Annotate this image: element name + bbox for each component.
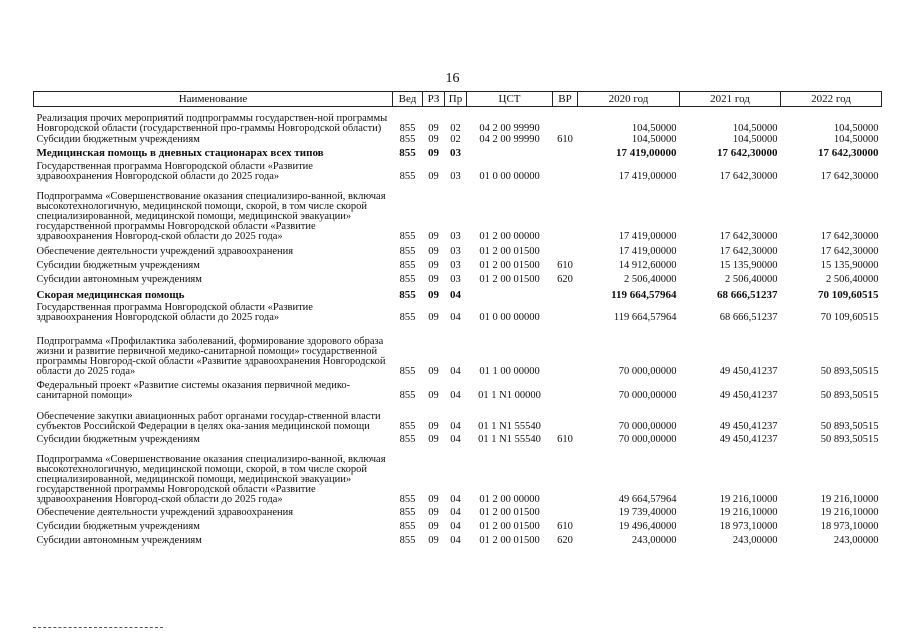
table-row bbox=[34, 285, 882, 300]
row-name: Обеспечение деятельности учреждений здравоохранения bbox=[36, 506, 294, 518]
header-2021: 2021 год bbox=[680, 92, 781, 107]
row-value-2022: 18 973,10000 bbox=[820, 520, 879, 532]
row-cst: 01 2 00 01500 bbox=[479, 506, 540, 518]
row-pr: 04 bbox=[450, 433, 461, 445]
row-pr: 03 bbox=[450, 146, 461, 159]
row-pr: 03 bbox=[450, 259, 461, 271]
row-name: Подпрограмма «Совершенствование оказания специализиро-ванной, включая высокотехнологичную, медицинской помощи, скорой, в том числе скорой специализированной, медицинской помощи, медицинской эвакуации» государственной программы Новгородской области «Развитие здравоохранения Новгород-ской области до 2025 года» bbox=[36, 190, 386, 242]
row-name: Субсидии бюджетным учреждениям bbox=[36, 259, 200, 271]
row-pr: 03 bbox=[450, 230, 461, 242]
row-rz: 09 bbox=[428, 506, 439, 518]
table-row bbox=[34, 257, 882, 271]
page-number: 16 bbox=[445, 71, 460, 86]
row-name: Скорая медицинская помощь bbox=[36, 288, 185, 301]
row-value-2020: 119 664,57964 bbox=[613, 311, 677, 323]
row-ved: 855 bbox=[399, 245, 416, 257]
row-value-2021: 17 642,30000 bbox=[717, 146, 778, 159]
row-value-2022: 19 216,10000 bbox=[820, 493, 879, 505]
row-vr: 610 bbox=[557, 520, 573, 532]
row-value-2020: 70 000,00000 bbox=[618, 433, 677, 445]
row-value-2021: 15 135,90000 bbox=[719, 259, 778, 271]
row-ved: 855 bbox=[399, 534, 416, 546]
table-row bbox=[34, 134, 882, 145]
row-pr: 02 bbox=[450, 122, 461, 134]
row-value-2022: 243,00000 bbox=[833, 534, 879, 546]
row-rz: 09 bbox=[428, 259, 439, 271]
table-body bbox=[34, 107, 882, 546]
row-name: Субсидии бюджетным учреждениям bbox=[36, 433, 200, 445]
row-rz: 09 bbox=[428, 520, 439, 532]
table-row bbox=[34, 518, 882, 532]
table-row bbox=[34, 505, 882, 518]
table-row bbox=[34, 182, 882, 242]
row-name: Подпрограмма «Совершенствование оказания специализиро-ванной, включая высокотехнологичную, медицинской помощи, скорой, в том числе скорой специализированной, медицинской помощи, медицинской эвакуации» государственной программы Новгородской области «Развитие здравоохранения Новгород-ской области до 2025 года» bbox=[36, 453, 386, 505]
row-pr: 03 bbox=[450, 273, 461, 285]
row-cst: 01 1 00 00000 bbox=[479, 365, 540, 377]
row-ved: 855 bbox=[399, 122, 416, 134]
row-value-2022: 2 506,40000 bbox=[826, 273, 879, 285]
row-vr: 610 bbox=[557, 259, 573, 271]
row-value-2022: 17 642,30000 bbox=[818, 146, 879, 159]
row-ved: 855 bbox=[399, 365, 416, 377]
table-header-row bbox=[34, 92, 882, 107]
row-ved: 855 bbox=[399, 259, 416, 271]
row-ved: 855 bbox=[399, 493, 416, 505]
budget-table bbox=[33, 91, 882, 546]
row-value-2020: 119 664,57964 bbox=[611, 288, 677, 301]
header-vr: ВР bbox=[553, 92, 578, 107]
row-value-2021: 19 216,10000 bbox=[719, 493, 778, 505]
row-ved: 855 bbox=[399, 273, 416, 285]
row-rz: 09 bbox=[428, 534, 439, 546]
row-value-2020: 17 419,00000 bbox=[618, 245, 677, 257]
row-rz: 09 bbox=[428, 146, 439, 159]
row-name: Медицинская помощь в дневных стационарах всех типов bbox=[36, 146, 324, 159]
row-name: Субсидии бюджетным учреждениям bbox=[36, 520, 200, 532]
row-cst: 01 2 00 01500 bbox=[479, 520, 540, 532]
row-value-2020: 70 000,00000 bbox=[618, 389, 677, 401]
row-name: Субсидии бюджетным учреждениям bbox=[36, 133, 200, 145]
row-vr: 620 bbox=[557, 534, 573, 546]
row-value-2021: 49 450,41237 bbox=[719, 389, 778, 401]
table-row bbox=[34, 158, 882, 182]
row-value-2021: 19 216,10000 bbox=[719, 506, 778, 518]
row-pr: 04 bbox=[450, 493, 461, 505]
row-name: Федеральный проект «Развитие системы оказания первичной медико-санитарной помощи» bbox=[36, 379, 351, 401]
row-vr bbox=[553, 107, 578, 134]
row-pr: 02 bbox=[450, 133, 461, 145]
row-value-2022: 70 109,60515 bbox=[820, 311, 879, 323]
row-value-2021: 17 642,30000 bbox=[719, 230, 778, 242]
row-pr: 03 bbox=[450, 170, 461, 182]
row-value-2020: 70 000,00000 bbox=[618, 420, 677, 432]
row-vr bbox=[553, 285, 578, 300]
row-name: Субсидии автономным учреждениям bbox=[36, 534, 202, 546]
row-ved: 855 bbox=[399, 506, 416, 518]
row-value-2020: 104,50000 bbox=[631, 122, 677, 134]
row-value-2021: 243,00000 bbox=[732, 534, 778, 546]
row-cst: 01 2 00 01500 bbox=[479, 245, 540, 257]
row-cst bbox=[467, 145, 553, 158]
row-value-2021: 68 666,51237 bbox=[717, 288, 778, 301]
row-value-2020: 243,00000 bbox=[631, 534, 677, 546]
row-value-2022: 50 893,50515 bbox=[820, 433, 879, 445]
row-value-2022: 70 109,60515 bbox=[818, 288, 879, 301]
row-ved: 855 bbox=[399, 433, 416, 445]
row-rz: 09 bbox=[428, 122, 439, 134]
row-value-2021: 49 450,41237 bbox=[719, 365, 778, 377]
row-rz: 09 bbox=[428, 311, 439, 323]
row-name: Обеспечение закупки авиационных работ органами государ-ственной власти субъектов Российской Федерации в целях ока-зания медицинской помощи bbox=[36, 410, 381, 432]
row-cst: 01 1 N1 00000 bbox=[478, 389, 541, 401]
row-pr: 04 bbox=[450, 311, 461, 323]
row-rz: 09 bbox=[428, 230, 439, 242]
row-cst: 01 2 00 01500 bbox=[479, 273, 540, 285]
row-value-2021: 49 450,41237 bbox=[719, 420, 778, 432]
row-cst: 01 2 00 00000 bbox=[479, 493, 540, 505]
row-vr bbox=[553, 323, 578, 377]
row-ved: 855 bbox=[399, 170, 416, 182]
row-pr: 04 bbox=[450, 420, 461, 432]
row-rz: 09 bbox=[428, 420, 439, 432]
row-value-2022: 17 642,30000 bbox=[820, 230, 879, 242]
row-value-2022: 104,50000 bbox=[833, 133, 879, 145]
table-row bbox=[34, 271, 882, 285]
row-value-2020: 14 912,60000 bbox=[618, 259, 677, 271]
row-vr bbox=[553, 242, 578, 257]
row-rz: 09 bbox=[428, 245, 439, 257]
row-vr bbox=[553, 377, 578, 401]
row-ved: 855 bbox=[399, 133, 416, 145]
row-value-2022: 50 893,50515 bbox=[820, 365, 879, 377]
row-value-2021: 104,50000 bbox=[732, 133, 778, 145]
header-2022: 2022 год bbox=[781, 92, 882, 107]
row-pr: 04 bbox=[450, 506, 461, 518]
row-rz: 09 bbox=[428, 273, 439, 285]
row-value-2020: 104,50000 bbox=[631, 133, 677, 145]
row-name: Государственная программа Новгородской области «Развитие здравоохранения Новгородской области до 2025 года» bbox=[36, 160, 313, 182]
row-value-2021: 2 506,40000 bbox=[725, 273, 778, 285]
row-value-2021: 68 666,51237 bbox=[719, 311, 778, 323]
row-vr bbox=[553, 300, 578, 323]
row-rz: 09 bbox=[428, 365, 439, 377]
row-rz: 09 bbox=[428, 133, 439, 145]
row-pr: 04 bbox=[450, 389, 461, 401]
header-cst: ЦСТ bbox=[467, 92, 553, 107]
row-value-2021: 49 450,41237 bbox=[719, 433, 778, 445]
row-cst: 04 2 00 99990 bbox=[479, 133, 540, 145]
row-name: Обеспечение деятельности учреждений здравоохранения bbox=[36, 245, 294, 257]
row-value-2020: 19 496,40000 bbox=[618, 520, 677, 532]
row-ved: 855 bbox=[399, 389, 416, 401]
table-row bbox=[34, 242, 882, 257]
row-value-2021: 104,50000 bbox=[732, 122, 778, 134]
table-row bbox=[34, 532, 882, 546]
row-name: Подпрограмма «Профилактика заболеваний, формирование здорового образа жизни и развитие первичной медико-санитарной помощи» государственной программы Новгород-ской области «Развитие здравоохранения Новгородской области до 2025 года» bbox=[36, 335, 386, 377]
row-rz: 09 bbox=[428, 389, 439, 401]
table-row bbox=[34, 401, 882, 432]
table-row bbox=[34, 300, 882, 323]
row-ved: 855 bbox=[399, 230, 416, 242]
row-pr: 04 bbox=[450, 365, 461, 377]
row-value-2020: 49 664,57964 bbox=[618, 493, 677, 505]
row-rz: 09 bbox=[428, 433, 439, 445]
table-row bbox=[34, 107, 882, 134]
row-value-2021: 17 642,30000 bbox=[719, 245, 778, 257]
row-ved: 855 bbox=[399, 420, 416, 432]
row-vr: 610 bbox=[557, 133, 573, 145]
row-vr bbox=[553, 445, 578, 505]
row-value-2022: 50 893,50515 bbox=[820, 389, 879, 401]
row-vr: 620 bbox=[557, 273, 573, 285]
row-value-2020: 17 419,00000 bbox=[616, 146, 677, 159]
row-cst: 01 0 00 00000 bbox=[479, 170, 540, 182]
row-value-2021: 18 973,10000 bbox=[719, 520, 778, 532]
header-name: Наименование bbox=[34, 92, 393, 107]
row-vr bbox=[553, 401, 578, 432]
row-cst: 04 2 00 99990 bbox=[479, 122, 540, 134]
row-value-2022: 17 642,30000 bbox=[820, 245, 879, 257]
header-ved: Вед bbox=[393, 92, 423, 107]
table-row bbox=[34, 432, 882, 445]
row-value-2021: 17 642,30000 bbox=[719, 170, 778, 182]
row-vr: 610 bbox=[557, 433, 573, 445]
row-value-2022: 17 642,30000 bbox=[820, 170, 879, 182]
row-cst: 01 2 00 00000 bbox=[479, 230, 540, 242]
row-rz: 09 bbox=[428, 493, 439, 505]
row-pr: 04 bbox=[450, 534, 461, 546]
table-row bbox=[34, 145, 882, 158]
table-row bbox=[34, 377, 882, 401]
row-pr: 03 bbox=[450, 245, 461, 257]
row-rz: 09 bbox=[428, 288, 439, 301]
row-value-2022: 19 216,10000 bbox=[820, 506, 879, 518]
row-value-2020: 17 419,00000 bbox=[618, 230, 677, 242]
row-pr: 04 bbox=[450, 288, 461, 301]
row-cst: 01 1 N1 55540 bbox=[478, 433, 541, 445]
row-pr: 04 bbox=[450, 520, 461, 532]
row-ved: 855 bbox=[399, 520, 416, 532]
row-value-2020: 70 000,00000 bbox=[618, 365, 677, 377]
table-row bbox=[34, 445, 882, 505]
header-pr: Пр bbox=[445, 92, 467, 107]
table-row bbox=[34, 323, 882, 377]
row-vr bbox=[553, 158, 578, 182]
row-cst: 01 2 00 01500 bbox=[479, 259, 540, 271]
row-rz: 09 bbox=[428, 170, 439, 182]
row-cst bbox=[467, 285, 553, 300]
row-name: Субсидии автономным учреждениям bbox=[36, 273, 202, 285]
header-rz: РЗ bbox=[423, 92, 445, 107]
row-cst: 01 0 00 00000 bbox=[479, 311, 540, 323]
row-cst: 01 1 N1 55540 bbox=[478, 420, 541, 432]
row-ved: 855 bbox=[399, 311, 416, 323]
row-value-2020: 19 739,40000 bbox=[618, 506, 677, 518]
footer-divider bbox=[33, 627, 163, 628]
row-name: Государственная программа Новгородской области «Развитие здравоохранения Новгородской области до 2025 года» bbox=[36, 301, 313, 323]
row-vr bbox=[553, 505, 578, 518]
row-value-2020: 2 506,40000 bbox=[624, 273, 677, 285]
row-vr bbox=[553, 145, 578, 158]
header-2020: 2020 год bbox=[578, 92, 680, 107]
row-name: Реализация прочих мероприятий подпрограммы государствен-ной программы Новгородской области (государственной про-граммы Новгородской области) bbox=[36, 112, 388, 134]
row-vr bbox=[553, 182, 578, 242]
row-ved: 855 bbox=[399, 288, 416, 301]
row-value-2022: 104,50000 bbox=[833, 122, 879, 134]
row-cst: 01 2 00 01500 bbox=[479, 534, 540, 546]
row-value-2020: 17 419,00000 bbox=[618, 170, 677, 182]
row-value-2022: 50 893,50515 bbox=[820, 420, 879, 432]
row-ved: 855 bbox=[399, 146, 416, 159]
row-value-2022: 15 135,90000 bbox=[820, 259, 879, 271]
